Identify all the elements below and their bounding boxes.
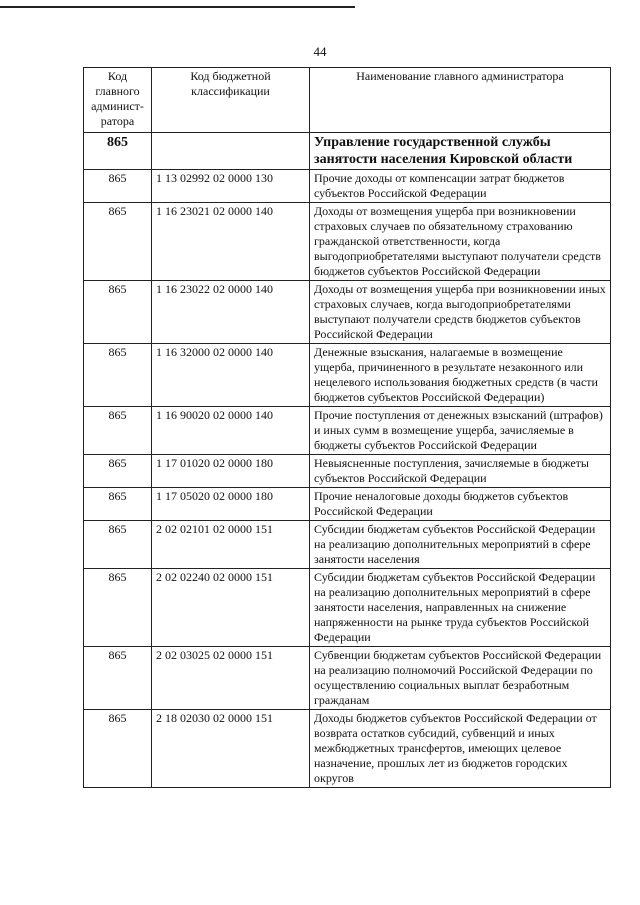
row-kbk: 1 16 23022 02 0000 140: [152, 281, 310, 344]
row-admin-code: 865: [84, 455, 152, 488]
section-name: Управление государственной службы занятости населения Кировской области: [310, 133, 611, 170]
row-name: Денежные взыскания, налагаемые в возмещение ущерба, причиненного в результате незаконного или нецелевого использования бюджетных средств (в части бюджетов субъектов Российской Федерации): [310, 344, 611, 407]
table-row: [84, 569, 611, 647]
header-name: Наименование главного администратора: [310, 68, 611, 133]
row-admin-code: 865: [84, 569, 152, 647]
table-row: [84, 488, 611, 521]
section-kbk: [152, 133, 310, 170]
row-name: Доходы от возмещения ущерба при возникновении страховых случаев по обязательному страхованию гражданской ответственности, когда выгодоприобретателями выступают получатели средств бюджетов субъектов Российской Федерации: [310, 203, 611, 281]
budget-classification-table: [83, 67, 611, 788]
row-name: Субсидии бюджетам субъектов Российской Федерации на реализацию дополнительных мероприятий в сфере занятости населения: [310, 521, 611, 569]
row-name: Прочие неналоговые доходы бюджетов субъектов Российской Федерации: [310, 488, 611, 521]
table-row: [84, 407, 611, 455]
row-kbk: 2 02 03025 02 0000 151: [152, 647, 310, 710]
row-admin-code: 865: [84, 647, 152, 710]
table-row: [84, 647, 611, 710]
row-admin-code: 865: [84, 407, 152, 455]
row-name: Доходы бюджетов субъектов Российской Федерации от возврата остатков субсидий, субвенций и иных межбюджетных трансфертов, имеющих целевое назначение, прошлых лет из бюджетов городских округов: [310, 710, 611, 788]
row-kbk: 1 13 02992 02 0000 130: [152, 170, 310, 203]
row-name: Субвенции бюджетам субъектов Российской Федерации на реализацию полномочий Российской Федерации по осуществлению социальных выплат безработным гражданам: [310, 647, 611, 710]
row-admin-code: 865: [84, 521, 152, 569]
table-body: [84, 133, 611, 788]
row-name: Доходы от возмещения ущерба при возникновении иных страховых случаев, когда выгодоприобретателями выступают получатели средств бюджетов субъектов Российской Федерации: [310, 281, 611, 344]
table-header-row: [84, 68, 611, 133]
row-admin-code: 865: [84, 710, 152, 788]
header-admin-code: Код главного админист-ратора: [84, 68, 152, 133]
table-row: [84, 710, 611, 788]
section-admin-code: 865: [84, 133, 152, 170]
row-kbk: 2 02 02101 02 0000 151: [152, 521, 310, 569]
row-name: Невыясненные поступления, зачисляемые в бюджеты субъектов Российской Федерации: [310, 455, 611, 488]
row-name: Субсидии бюджетам субъектов Российской Федерации на реализацию дополнительных мероприятий в сфере занятости населения, направленных на снижение напряженности на рынке труда субъектов Российской Федерации: [310, 569, 611, 647]
row-admin-code: 865: [84, 488, 152, 521]
row-admin-code: 865: [84, 203, 152, 281]
row-kbk: 2 02 02240 02 0000 151: [152, 569, 310, 647]
row-admin-code: 865: [84, 281, 152, 344]
row-name: Прочие поступления от денежных взысканий (штрафов) и иных сумм в возмещение ущерба, зачисляемые в бюджеты субъектов Российской Федерации: [310, 407, 611, 455]
table-row: [84, 170, 611, 203]
row-kbk: 1 16 90020 02 0000 140: [152, 407, 310, 455]
row-kbk: 1 17 01020 02 0000 180: [152, 455, 310, 488]
header-kbk: Код бюджетной классификации: [152, 68, 310, 133]
row-admin-code: 865: [84, 170, 152, 203]
table-row: [84, 521, 611, 569]
row-kbk: 1 16 32000 02 0000 140: [152, 344, 310, 407]
top-rule: [0, 6, 355, 8]
table-row: [84, 281, 611, 344]
table-row: [84, 344, 611, 407]
row-kbk: 1 17 05020 02 0000 180: [152, 488, 310, 521]
row-admin-code: 865: [84, 344, 152, 407]
page-number: 44: [313, 44, 327, 59]
row-kbk: 1 16 23021 02 0000 140: [152, 203, 310, 281]
table-row: [84, 455, 611, 488]
table-row: [84, 203, 611, 281]
row-name: Прочие доходы от компенсации затрат бюджетов субъектов Российской Федерации: [310, 170, 611, 203]
row-kbk: 2 18 02030 02 0000 151: [152, 710, 310, 788]
section-row: [84, 133, 611, 170]
